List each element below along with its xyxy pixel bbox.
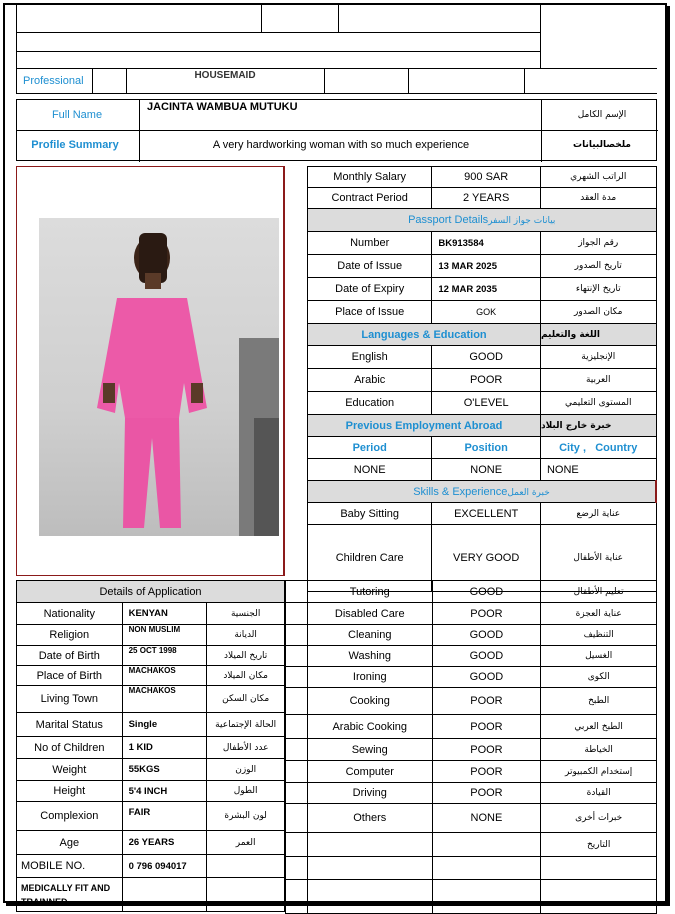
- languages-heading: [308, 324, 541, 346]
- skill-label: Cleaning: [307, 625, 432, 646]
- app-label: Marital Status: [17, 713, 123, 737]
- salary-ar: الراتب الشهري: [540, 167, 656, 188]
- skill-label: Tutoring: [307, 581, 432, 603]
- app-label: Age: [17, 831, 123, 855]
- skill-ar: الكوى: [541, 667, 657, 688]
- employment-period: NONE: [308, 459, 432, 481]
- app-ar: لون البشرة: [207, 802, 285, 831]
- app-label: Living Town: [17, 686, 123, 713]
- skill-ar: إستخدام الكمبيوتر: [541, 761, 657, 783]
- skill-label: Baby Sitting: [308, 503, 432, 525]
- empty-cell: [307, 880, 432, 914]
- skill-value: GOOD: [432, 625, 541, 646]
- skill-value: POOR: [432, 739, 541, 761]
- spacer-cell: [286, 603, 308, 625]
- salary-label: Monthly Salary: [308, 167, 432, 188]
- skill-ar: خبرات أخرى: [541, 804, 657, 833]
- skills-heading-ar: خبرة العمل: [507, 487, 550, 498]
- arabic-label: Arabic: [308, 369, 432, 392]
- skill-value: VERY GOOD: [432, 525, 541, 592]
- app-ar: تاريخ الميلاد: [207, 646, 285, 666]
- top-header-grid: [16, 5, 657, 68]
- skill-ar: عناية العجزة: [541, 603, 657, 625]
- app-ar: العمر: [207, 831, 285, 855]
- skill-value: [432, 833, 541, 857]
- issue-date-value: 13 MAR 2025: [432, 255, 541, 278]
- skill-value: POOR: [432, 761, 541, 783]
- spacer-cell: [286, 688, 308, 715]
- mobile-label: MOBILE NO.: [17, 855, 123, 878]
- skill-ar: عناية الرضع: [540, 503, 656, 525]
- arabic-value: POOR: [432, 369, 541, 392]
- professional-label: Professional: [23, 75, 84, 87]
- empty-cell: [541, 880, 657, 914]
- empty-cell: [122, 878, 207, 912]
- expiry-date-label: Date of Expiry: [308, 278, 432, 301]
- app-label: No of Children: [17, 737, 123, 759]
- app-ar: مكان السكن: [207, 686, 285, 713]
- education-value: O'LEVEL: [432, 392, 541, 415]
- skill-label: Computer: [307, 761, 432, 783]
- issue-place-label: Place of Issue: [308, 301, 432, 324]
- issue-date-ar: تاريخ الصدور: [540, 255, 656, 278]
- city-col-label: City ,: [559, 441, 587, 454]
- spacer-cell: [286, 880, 308, 914]
- spacer-cell: [286, 783, 308, 804]
- app-label: Date of Birth: [17, 646, 123, 666]
- summary-value: A very hardworking woman with so much experience: [212, 139, 470, 151]
- skill-value: POOR: [432, 603, 541, 625]
- empty-cell: [207, 878, 285, 912]
- skill-ar: عناية الأطفال: [540, 525, 656, 592]
- app-value: NON MUSLIM: [122, 625, 207, 646]
- spacer-cell: [286, 625, 308, 646]
- app-ar: عدد الأطفال: [207, 737, 285, 759]
- employment-heading-en: Previous Employment Abroad: [345, 419, 503, 432]
- skill-label: [307, 833, 432, 857]
- skill-label: Sewing: [307, 739, 432, 761]
- professional-row: [16, 68, 657, 94]
- app-value: MACHAKOS: [122, 666, 207, 686]
- mobile-value: 0 796 094017: [122, 855, 207, 878]
- english-label: English: [308, 346, 432, 369]
- app-value: Single: [122, 713, 207, 737]
- spacer-cell: [286, 804, 308, 833]
- app-label: Weight: [17, 759, 123, 781]
- app-ar: الديانة: [207, 625, 285, 646]
- employment-heading-ar: خبرة خارج البلاد: [540, 415, 656, 437]
- app-value: 1 KID: [122, 737, 207, 759]
- spacer-cell: [286, 857, 308, 880]
- empty-cell: [432, 857, 541, 880]
- app-label: Height: [17, 781, 123, 802]
- education-label: Education: [308, 392, 432, 415]
- skill-label: Others: [307, 804, 432, 833]
- app-label: Complexion: [17, 802, 123, 831]
- app-value: 25 OCT 1998: [122, 646, 207, 666]
- spacer-cell: [286, 715, 308, 739]
- issue-place-value: GOK: [432, 301, 541, 324]
- skill-ar: الطبخ: [541, 688, 657, 715]
- applicant-photo: [39, 218, 279, 536]
- app-value: 5'4 INCH: [122, 781, 207, 802]
- skill-ar: التنظيف: [541, 625, 657, 646]
- education-ar: المستوى التعليمي: [540, 392, 656, 415]
- skill-value: EXCELLENT: [432, 503, 541, 525]
- spacer-cell: [286, 833, 308, 857]
- spacer-cell: [286, 646, 308, 667]
- employment-position: NONE: [432, 459, 541, 481]
- skill-label: Cooking: [307, 688, 432, 715]
- skill-label: Disabled Care: [307, 603, 432, 625]
- period-col-header: Period: [308, 437, 432, 459]
- app-value: 26 YEARS: [122, 831, 207, 855]
- expiry-date-ar: تاريخ الإنتهاء: [540, 278, 656, 301]
- app-label: Nationality: [17, 603, 123, 625]
- expiry-date-value: 12 MAR 2035: [432, 278, 541, 301]
- issue-place-ar: مكان الصدور: [540, 301, 656, 324]
- profile-block: [16, 99, 657, 161]
- employment-heading: [308, 415, 541, 437]
- issue-date-label: Date of Issue: [308, 255, 432, 278]
- passport-heading-ar: بيانات جواز السفر: [488, 216, 556, 226]
- skill-value: GOOD: [432, 581, 541, 603]
- spacer-cell: [286, 761, 308, 783]
- languages-heading-ar: اللغة والتعليم: [540, 324, 656, 346]
- city-country-col-header: [540, 437, 656, 459]
- full-name-ar: الإسم الكامل: [577, 110, 627, 120]
- contract-period-value: 2 YEARS: [432, 188, 541, 209]
- app-ar: الجنسية: [207, 603, 285, 625]
- employment-place: NONE: [540, 459, 656, 481]
- photo-frame: [16, 166, 285, 576]
- skill-ar: القيادة: [541, 783, 657, 804]
- position-title: HOUSEMAID: [194, 70, 256, 81]
- empty-cell: [207, 855, 285, 878]
- summary-label: Profile Summary: [31, 139, 119, 151]
- passport-number-value: BK913584: [432, 232, 541, 255]
- arabic-ar: العربية: [540, 369, 656, 392]
- app-ar: الحالة الإجتماعية: [207, 713, 285, 737]
- app-value: 55KGS: [122, 759, 207, 781]
- skill-value: GOOD: [432, 667, 541, 688]
- skill-label: Arabic Cooking: [307, 715, 432, 739]
- empty-cell: [541, 857, 657, 880]
- skill-value: POOR: [432, 688, 541, 715]
- skill-value: GOOD: [432, 646, 541, 667]
- application-table: [16, 580, 285, 912]
- position-col-header: Position: [432, 437, 541, 459]
- empty-cell: [432, 880, 541, 914]
- skills-table: [285, 580, 657, 914]
- app-ar: الوزن: [207, 759, 285, 781]
- app-label: Place of Birth: [17, 666, 123, 686]
- full-name-label: Full Name: [51, 109, 103, 121]
- skill-ar: تعليم الأطفال: [541, 581, 657, 603]
- app-ar: الطول: [207, 781, 285, 802]
- app-ar: مكان الميلاد: [207, 666, 285, 686]
- contract-table: [307, 166, 657, 592]
- skill-value: POOR: [432, 715, 541, 739]
- skill-label: Washing: [307, 646, 432, 667]
- skill-label: Ironing: [307, 667, 432, 688]
- skill-value: POOR: [432, 783, 541, 804]
- country-col-label: Country: [595, 441, 638, 454]
- skills-heading-en: Skills & Experience: [413, 485, 508, 498]
- app-value: KENYAN: [122, 603, 207, 625]
- app-label: Religion: [17, 625, 123, 646]
- skill-value: NONE: [432, 804, 541, 833]
- app-value: MACHAKOS: [122, 686, 207, 713]
- full-name-value: JACINTA WAMBUA MUTUKU: [147, 101, 298, 113]
- medical-status: MEDICALLY FIT AND TRAINNED: [17, 878, 123, 912]
- skill-ar: الطبخ العربي: [541, 715, 657, 739]
- spacer-cell: [286, 739, 308, 761]
- app-value: FAIR: [122, 802, 207, 831]
- english-ar: الإنجليزية: [540, 346, 656, 369]
- spacer-cell: [286, 667, 308, 688]
- passport-number-label: Number: [308, 232, 432, 255]
- skill-ar: الخياطة: [541, 739, 657, 761]
- application-heading: Details of Application: [17, 581, 285, 603]
- summary-ar: ملخصالبيانات: [573, 140, 631, 150]
- skill-label: Driving: [307, 783, 432, 804]
- spacer-cell: [286, 581, 308, 603]
- salary-value: 900 SAR: [432, 167, 541, 188]
- contract-period-ar: مدة العقد: [540, 188, 656, 209]
- passport-heading: [308, 209, 657, 232]
- english-value: GOOD: [432, 346, 541, 369]
- skill-label: Children Care: [308, 525, 432, 592]
- contract-period-label: Contract Period: [308, 188, 432, 209]
- person-figure: [39, 218, 279, 536]
- empty-cell: [307, 857, 432, 880]
- skill-ar: الغسيل: [541, 646, 657, 667]
- passport-number-ar: رقم الجواز: [540, 232, 656, 255]
- skills-heading: [308, 481, 657, 503]
- languages-heading-en: Languages & Education: [361, 328, 487, 341]
- passport-heading-en: Passport Details: [408, 214, 489, 226]
- skill-ar: التاريخ: [541, 833, 657, 857]
